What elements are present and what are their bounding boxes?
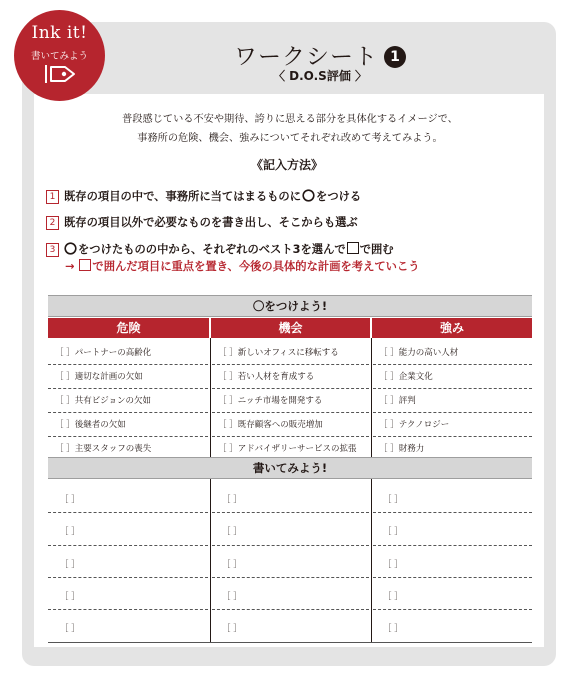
list-item[interactable]: ［ ］企業文化: [379, 372, 433, 382]
list-item[interactable]: ［ ］適切な計画の欠如: [55, 372, 143, 382]
blank-entry[interactable]: ［ ］: [383, 560, 403, 570]
step-3: 3 をつけたものの中から、それぞれのベスト3を選んで で囲む: [46, 241, 394, 257]
blank-entry[interactable]: ［ ］: [222, 624, 242, 634]
column-header-strengths: 強み: [372, 318, 532, 338]
blank-entry[interactable]: ［ ］: [383, 527, 403, 537]
list-item[interactable]: ［ ］共有ビジョンの欠如: [55, 396, 152, 406]
section-header-write: 書いてみよう!: [48, 457, 532, 479]
blank-entry[interactable]: ［ ］: [222, 527, 242, 537]
blank-entry[interactable]: ［ ］: [60, 560, 80, 570]
page-subtitle: 〈 D.O.S評価 〉: [272, 69, 367, 83]
column-divider: [371, 479, 372, 642]
circle-mark-icon: [302, 189, 315, 202]
ink-it-badge: [14, 10, 105, 101]
column-divider: [210, 338, 211, 437]
column-divider: [371, 338, 372, 437]
list-item[interactable]: ［ ］新しいオフィスに移転する: [218, 348, 339, 358]
list-item[interactable]: ［ ］若い人材を育成する: [218, 372, 315, 382]
title-number-badge: 1: [384, 46, 406, 68]
square-mark-icon: [79, 259, 91, 271]
blank-entry[interactable]: ［ ］: [222, 592, 242, 602]
pen-nib-icon: [43, 63, 77, 85]
list-item[interactable]: ［ ］既存顧客への販売増加: [218, 420, 323, 430]
blank-entry[interactable]: ［ ］: [60, 527, 80, 537]
column-header-threats: 危険: [48, 318, 209, 338]
column-divider: [210, 437, 211, 457]
blank-entry[interactable]: ［ ］: [222, 495, 242, 505]
square-mark-icon: [347, 242, 359, 254]
section-header-circle: 〇をつけよう!: [48, 295, 532, 317]
column-divider: [210, 479, 211, 642]
table-bottom-border: [48, 642, 532, 643]
intro-text: 普段感じている不安や期待、誇りに思える部分を具体化するイメージで、 事務所の危険、機会、強みについてそれぞれ改めて考えてみよう。: [122, 114, 458, 144]
arrow-instruction: → で囲んだ項目に重点を置き、今後の具体的な計画を考えていこう: [65, 260, 420, 273]
column-divider: [371, 437, 372, 457]
circle-mark-icon: [64, 242, 77, 255]
badge-title: Ink it!: [31, 23, 88, 43]
list-item[interactable]: ［ ］主要スタッフの喪失: [55, 444, 152, 454]
list-item[interactable]: ［ ］ニッチ市場を開発する: [218, 396, 323, 406]
step-number: 2: [46, 216, 59, 230]
page-title: ワークシート 1: [120, 38, 520, 71]
blank-entry[interactable]: ［ ］: [383, 592, 403, 602]
blank-entry[interactable]: ［ ］: [383, 495, 403, 505]
step-number: 3: [46, 243, 59, 257]
list-item[interactable]: ［ ］テクノロジー: [379, 420, 450, 430]
step-1: 1 既存の項目の中で、事務所に当てはまるものに をつける: [46, 188, 361, 204]
list-item[interactable]: ［ ］評判: [379, 396, 416, 406]
step-number: 1: [46, 190, 59, 204]
list-item[interactable]: ［ ］後継者の欠如: [55, 420, 126, 430]
step-2: 2 既存の項目以外で必要なものを書き出し、そこからも選ぶ: [46, 214, 358, 230]
method-heading: 《記入方法》: [250, 158, 323, 172]
blank-entry[interactable]: ［ ］: [60, 495, 80, 505]
list-item[interactable]: ［ ］アドバイザリーサービスの拡張: [218, 444, 357, 454]
blank-entry[interactable]: ［ ］: [383, 624, 403, 634]
column-header-opportunities: 機会: [211, 318, 370, 338]
blank-entry[interactable]: ［ ］: [60, 624, 80, 634]
list-item[interactable]: ［ ］能力の高い人材: [379, 348, 459, 358]
list-item[interactable]: ［ ］パートナーの高齢化: [55, 348, 152, 358]
blank-entry[interactable]: ［ ］: [60, 592, 80, 602]
blank-entry[interactable]: ［ ］: [222, 560, 242, 570]
list-item[interactable]: ［ ］財務力: [379, 444, 425, 454]
badge-subtitle: 書いてみよう: [30, 51, 88, 62]
